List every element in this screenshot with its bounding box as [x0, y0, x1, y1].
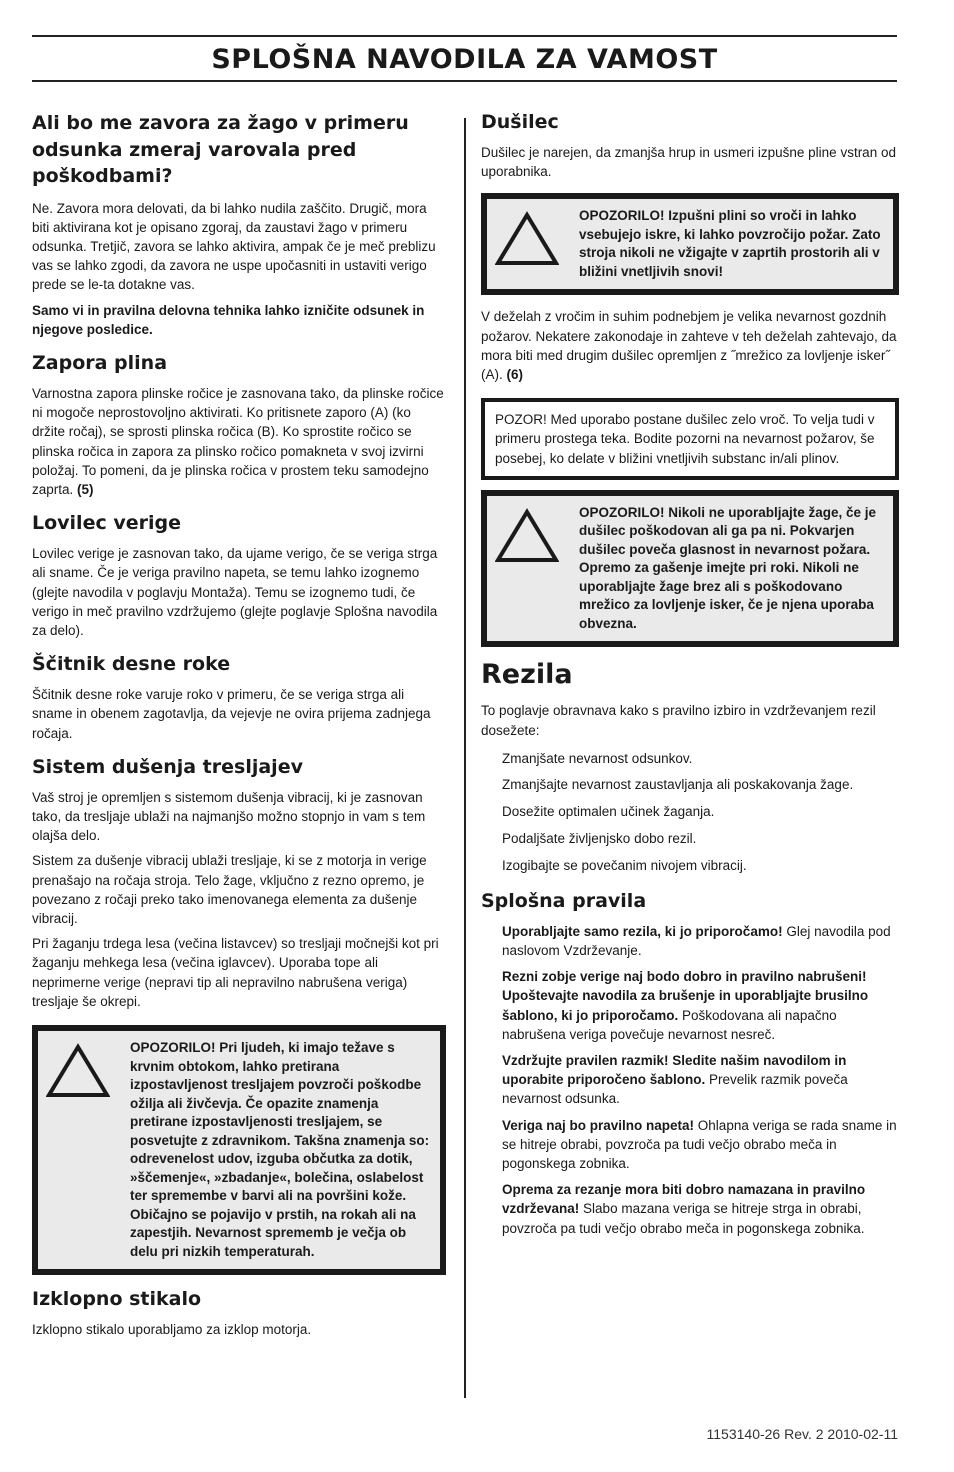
cutting-equipment-intro: To poglavje obravnava kako s pravilno izbiro in vzdrževanjem rezil dosežete: [481, 703, 876, 738]
kickback-answer-paragraph: Ne. Zavora mora delovati, da bi lahko nudila zaščito. Drugič, mora biti aktivirana kot je opisano zgoraj, da zaustavi žago v primeru odsunka. Tretjič, zavora se lahko aktivira, ampak če je meč preblizu vas se lahko zgodi, da zavora ne uspe upočasniti in ustaviti verigo prede se le-ta dotakne vas. [32, 200, 436, 293]
right-hand-guard-paragraph: Ščitnik desne roke varuje roko v primeru, če se veriga strga ali sname in obenem zagotavlja, da vejevje ne ovira prijema zadnjega ročaja. [32, 687, 431, 741]
cutting-equipment-heading: Rezila [481, 659, 573, 691]
vibration-warning-text: OPOZORILO! Pri ljudeh, ki imajo težave s krvnim obtokom, lahko pretirana izpostavljenost tresljajem povzroči poškodbe ožilja ali živčevja. Če opazite znamenja pretirane izpostavljenosti tresljajem, se posvetujte z zdravnikom. Takšna znamenja so: odrevenelost udov, izguba občutka za dotik, »ščemenje«, »zbadanje«, bolečina, oslabelost ter spremembe v barvi ali na površini kože. Običajno se pojavijo v prstih, na rokah ali na zapestjih. Nevarnost sprememb je večja ob delu pri nizkih temperaturah. [130, 1040, 430, 1259]
warning-triangle-icon [495, 207, 567, 272]
stop-switch-paragraph: Izklopno stikalo uporabljamo za izklop motorja. [32, 1322, 312, 1337]
general-rules-list [481, 922, 899, 1238]
anti-vibration-paragraph-2: Sistem za dušenje vibracij ublaži tresljaje, ki se z motorja in verige prenašajo na ročaja stroja. Telo žage, vključno z rezno opremo, je povezano z ročaji preko tako imenovanega elementa za dušenje vibracij. [32, 853, 427, 926]
chain-catcher-paragraph: Lovilec verige je zasnovan tako, da ujame verigo, če se veriga strga ali sname. Če je veriga pravilno napeta, se temu lahko izognemo (glejte navodila v poglavju Montaža). Temu se izognemo tudi, če verigo in meč pravilno vzdržujemo (glejte poglavje Splošna navodila za delo). [32, 546, 438, 638]
throttle-lockout-text: Varnostna zapora plinske ročice je zasnovana tako, da plinske ročice ni mogoče neprostovoljno aktivirati. Ko pritisnete zaporo (A) (ko držite ročaj), se sprosti plinska ročica (B). Ko sprostite ročico se plinska ročica in zapora za plinsko ročico pomakneta v svoj izvirni položaj. To pomeni, da je plinska ročica v prostem teku samodejno zaprta. [32, 385, 444, 497]
rule-text: Prevelik razmik poveča nevarnost odsunka. [502, 1072, 848, 1107]
rule-bold: Vzdržujte pravilen razmik! Sledite našim navodilom in uporabite priporočeno šablono. [502, 1052, 847, 1088]
muffler-paragraph-2-text: V deželah z vročim in suhim podnebjem je velika nevarnost gozdnih požarov. Nekatere zakonodaje in zahteve v teh deželah zahtevajo, da mora biti med drugim dušilec opremljen z ˝mrežico za lovljenje isker˝ (A). [481, 309, 897, 383]
kickback-question-heading: Ali bo me zavora za žago v primeru odsunka zmeraj varovala pred poškodbami? [32, 112, 409, 187]
damaged-muffler-warning-text: OPOZORILO! Nikoli ne uporabljajte žage, če je dušilec poškodovan ali ga pa ni. Pokvarjen dušilec poveča glasnost in nevarnost požara. Opremo za gašenje imejte pri roki. Nikoli ne uporabljajte žage brez ali s poškodovano mrežico za lovljenje isker, če je njena uporaba obvezna. [579, 504, 877, 631]
rule-text: Ohlapna veriga se rada sname in se hitreje obrabi, povzroča pa tudi večjo obrabo meča in pogonskega zobnika. [502, 1117, 897, 1171]
warning-triangle-icon [46, 1039, 118, 1104]
anti-vibration-paragraph-3: Pri žaganju trdega lesa (večina listavcev) so tresljaji močnejši kot pri žaganju mehkega lesa (večina iglavcev). Uporaba tope ali neprimerne verige (nepravi tip ali nepravilno nabrušena veriga) tresljaje še okrepi. [32, 936, 439, 1009]
muffler-heading: Dušilec [481, 111, 559, 133]
list-item: Izogibajte se povečanim nivojem vibracij. [502, 857, 747, 873]
document-footer-id: 1153140-26 Rev. 2 2010-02-11 [706, 1426, 898, 1442]
rule-text: Poškodovana ali napačno nabrušena veriga povečuje nevarnost nesreč. [502, 1007, 837, 1042]
rule-bold: Rezni zobje verige naj bodo dobro in pravilno nabrušeni! Upoštevajte navodila za brušenje in uporabljajte brusilno šablono, ki jo priporočamo. [502, 969, 869, 1023]
rule-item [502, 967, 899, 1044]
list-item: Zmanjšajte nevarnost zaustavljanja ali poskakovanja žage. [502, 777, 854, 793]
rule-item [502, 1180, 899, 1238]
right-column [481, 110, 899, 1245]
rule-item [502, 1051, 899, 1109]
list-item: Podaljšate življenjsko dobo rezil. [502, 830, 697, 846]
warning-triangle-icon [495, 504, 567, 569]
figure-ref-5: (5) [77, 481, 94, 497]
figure-ref-6: (6) [506, 367, 524, 383]
rule-bold: Oprema za rezanje mora biti dobro namazana in pravilno vzdrževana! [502, 1182, 866, 1217]
exhaust-warning-box [481, 193, 899, 295]
right-hand-guard-heading: Ščitnik desne roke [32, 653, 231, 676]
top-rule [32, 35, 897, 37]
kickback-technique-note: Samo vi in pravilna delovna tehnika lahko izničite odsunek in njegove posledice. [32, 302, 425, 337]
rule-item [502, 922, 899, 960]
rule-text: Glej navodila pod naslovom Vzdrževanje. [502, 923, 891, 958]
stop-switch-heading: Izklopno stikalo [32, 1288, 202, 1310]
anti-vibration-heading: Sistem dušenja tresljajev [32, 755, 303, 778]
vibration-warning-box [32, 1025, 446, 1275]
exhaust-warning-text: OPOZORILO! Izpušni plini so vroči in lahko vsebujejo iskre, ki lahko povzročijo požar. Zato stroja nikoli ne vžigajte v zaprtih prostorih ali v bližini vnetljivih snovi! [579, 208, 881, 279]
rule-text: Slabo mazana veriga se hitreje strga in obrabi, povzroča pa tudi večjo obrabo meča in pogonskega zobnika. [502, 1201, 865, 1236]
list-item: Dosežite optimalen učinek žaganja. [502, 804, 715, 820]
rule-item [502, 1116, 899, 1174]
column-divider [464, 118, 466, 1398]
throttle-lockout-heading: Zapora plina [32, 351, 168, 374]
muffler-paragraph-1: Dušilec je narejen, da zmanjša hrup in usmeri izpušne pline vstran od uporabnika. [481, 145, 896, 180]
muffler-hot-note: POZOR! Med uporabo postane dušilec zelo vroč. To velja tudi v primeru prostega teka. Bodite pozorni na nevarnost požarov, še posebej, ko delate v bližini vnetljivih substanc in/ali plinov. [481, 398, 899, 480]
throttle-lockout-paragraph [32, 384, 446, 499]
list-item: Zmanjšate nevarnost odsunkov. [502, 750, 693, 766]
page-title: SPLOŠNA NAVODILA ZA VAMOST [211, 44, 718, 75]
muffler-paragraph-2 [481, 307, 899, 384]
rule-bold: Veriga naj bo pravilno napeta! [502, 1117, 695, 1133]
title-underline [32, 80, 897, 82]
cutting-goals-list [481, 749, 899, 875]
damaged-muffler-warning-box [481, 490, 899, 648]
left-column [32, 110, 446, 1345]
anti-vibration-paragraph-1: Vaš stroj je opremljen s sistemom dušenja vibracij, ki je zasnovan tako, da tresljaje ublaži na najmanjšo možno stopnjo in vam s tem olajša delo. [32, 789, 426, 844]
general-rules-heading: Splošna pravila [481, 889, 647, 912]
chain-catcher-heading: Lovilec verige [32, 512, 181, 535]
rule-bold: Uporabljajte samo rezila, ki jo priporočamo! [502, 923, 783, 939]
